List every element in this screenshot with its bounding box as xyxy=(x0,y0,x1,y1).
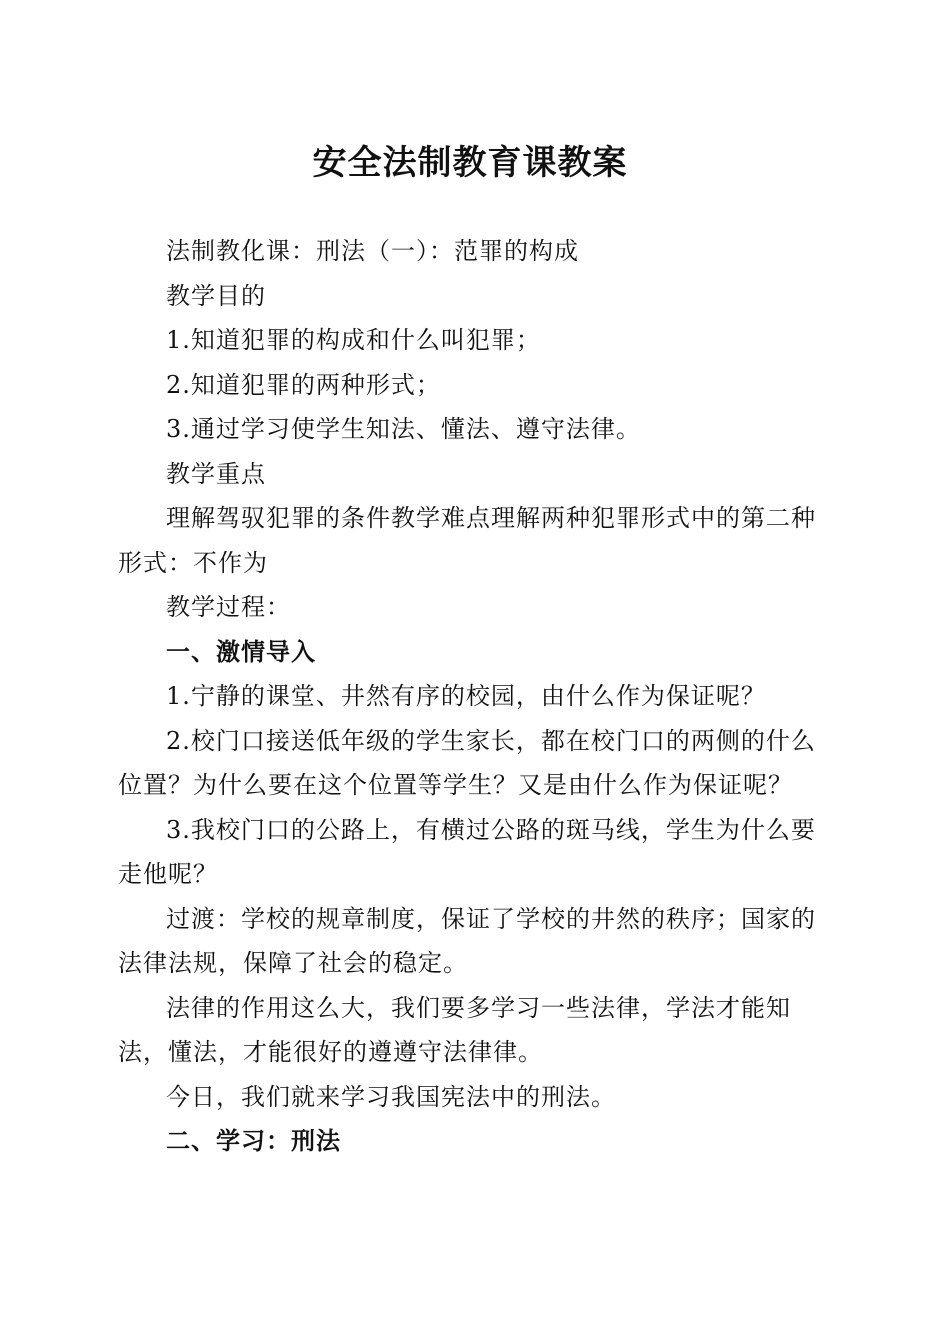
paragraph-objectives-heading: 教学目的 xyxy=(166,281,266,310)
section-heading-criminal-law: 二、学习：刑法 xyxy=(166,1127,341,1155)
paragraph-key-points: 理解驾驭犯罪的条件教学难点理解两种犯罪形式中的第二种形式：不作为 xyxy=(118,504,816,577)
paragraph-law-role: 法律的作用这么大，我们要多学习一些法律，学法才能知法，懂法，才能很好的遵遵守法律律。 xyxy=(118,993,791,1066)
paragraph-objective-1: 1.知道犯罪的构成和什么叫犯罪； xyxy=(166,326,541,354)
paragraph-today: 今日，我们就来学习我国宪法中的刑法。 xyxy=(166,1082,616,1111)
paragraph-objective-2: 2.知道犯罪的两种形式； xyxy=(166,370,441,399)
paragraph-intro-1: 1.宁静的课堂、井然有序的校园，由什么作为保证呢？ xyxy=(166,682,766,710)
paragraph-key-points-heading: 教学重点 xyxy=(166,459,266,488)
paragraph-process-heading: 教学过程： xyxy=(166,593,291,621)
document-title: 安全法制教育课教案 xyxy=(312,143,628,183)
paragraph-course-topic: 法制教化课：刑法（一）：范罪的构成 xyxy=(166,237,579,265)
paragraph-intro-3: 3.我校门口的公路上，有横过公路的斑马线，学生为什么要走他呢？ xyxy=(118,815,816,888)
paragraph-intro-2: 2.校门口接送低年级的学生家长，都在校门口的两侧的什么位置？为什么要在这个位置等学生？又是由什么作为保证呢？ xyxy=(118,726,816,799)
paragraph-transition: 过渡：学校的规章制度，保证了学校的井然的秩序；国家的法律法规，保障了社会的稳定。 xyxy=(118,904,816,977)
paragraph-objective-3: 3.通过学习使学生知法、懂法、遵守法律。 xyxy=(166,415,641,443)
section-heading-intro: 一、激情导入 xyxy=(166,637,316,666)
document-body xyxy=(118,229,833,1164)
